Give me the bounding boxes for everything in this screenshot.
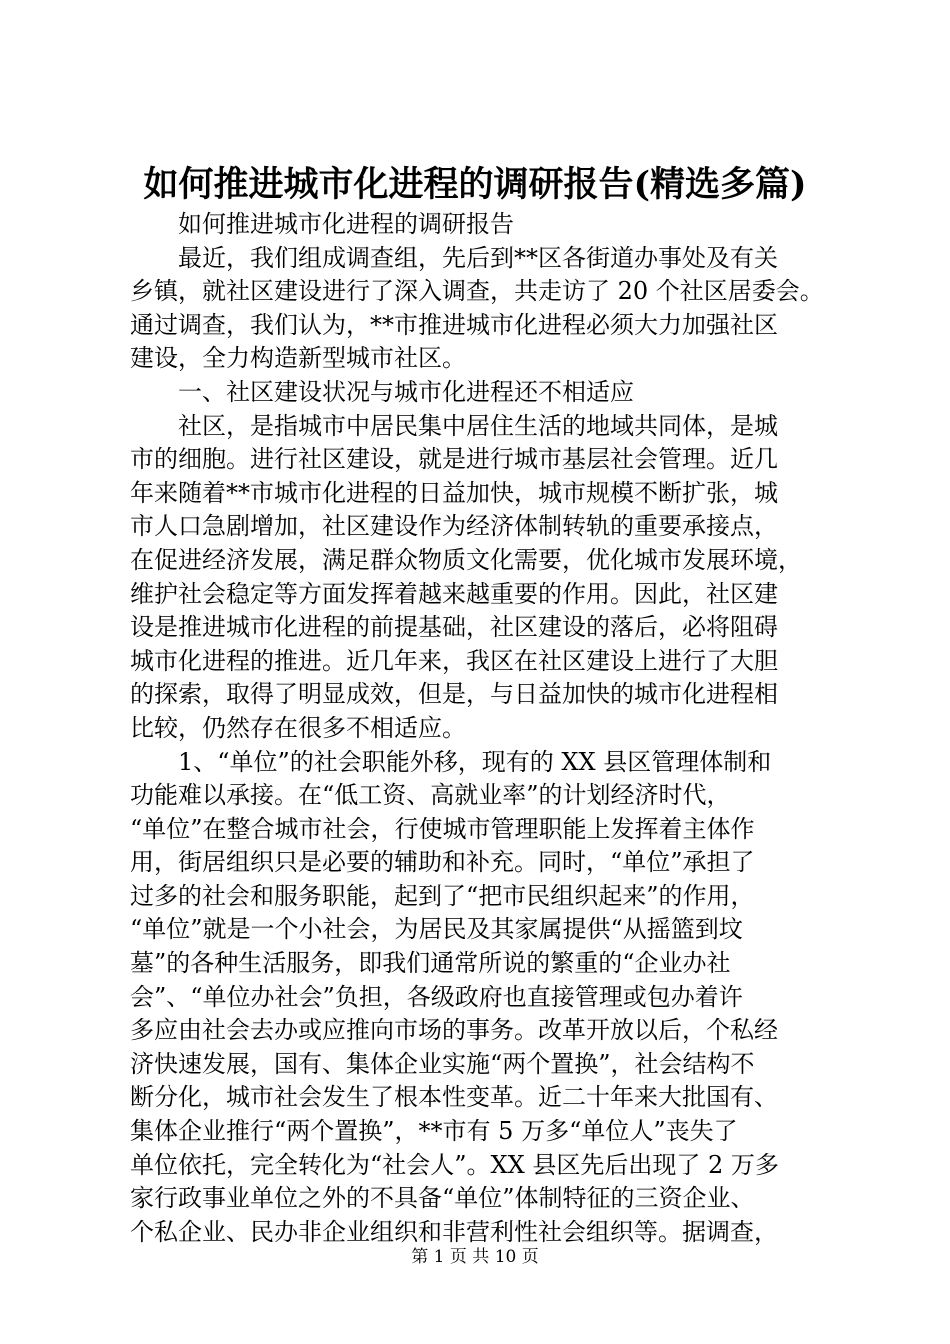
body-text-line: 建设，全力构造新型城市社区。	[130, 344, 466, 373]
body-text-line: 市的细胞。进行社区建设，就是进行城市基层社会管理。近几	[130, 445, 778, 474]
page-number-footer: 第 1 页 共 10 页	[411, 1247, 539, 1267]
document-body	[130, 208, 830, 1249]
body-text-line: 的探索，取得了明显成效，但是，与日益加快的城市化进程相	[130, 680, 778, 709]
body-text-line: 单位依托，完全转化为“社会人”。XX 县区先后出现了 2 万多	[130, 1150, 779, 1179]
body-text-line: 会”、“单位办社会”负担，各级政府也直接管理或包办着许	[130, 982, 743, 1011]
body-text-line: 用，街居组织只是必要的辅助和补充。同时，“单位”承担了	[130, 848, 755, 877]
body-text-line: 乡镇，就社区建设进行了深入调查，共走访了 20 个社区居委会。	[130, 277, 824, 306]
body-text-line: 在促进经济发展，满足群众物质文化需要，优化城市发展环境，	[130, 545, 802, 574]
body-text-line: 最近，我们组成调查组，先后到**区各街道办事处及有关	[178, 243, 778, 272]
body-text-line: 集体企业推行“两个置换”，**市有 5 万多“单位人”丧失了	[130, 1117, 738, 1146]
body-text-line: 济快速发展，国有、集体企业实施“两个置换”，社会结构不	[130, 1049, 755, 1078]
body-text-line: 家行政事业单位之外的不具备“单位”体制特征的三资企业、	[130, 1184, 755, 1213]
body-text-line: 年来随着**市城市化进程的日益加快，城市规模不断扩张，城	[130, 478, 778, 507]
body-text-line: 多应由社会去办或应推向市场的事务。改革开放以后，个私经	[130, 1016, 778, 1045]
body-text-line: 功能难以承接。在“低工资、高就业率”的计划经济时代，	[130, 781, 731, 810]
body-text-line: “单位”就是一个小社会，为居民及其家属提供“从摇篮到坟	[130, 915, 743, 944]
body-text-line: 如何推进城市化进程的调研报告	[178, 210, 514, 238]
body-text-line: 断分化，城市社会发生了根本性变革。近二十年来大批国有、	[130, 1083, 778, 1112]
body-text-line: 社区，是指城市中居民集中居住生活的地域共同体，是城	[178, 411, 778, 440]
body-text-line: 设是推进城市化进程的前提基础，社区建设的落后，必将阻碍	[130, 613, 778, 642]
body-text-line: 市人口急剧增加，社区建设作为经济体制转轨的重要承接点，	[130, 512, 778, 541]
body-text-line: 墓”的各种生活服务，即我们通常所说的繁重的“企业办社	[130, 949, 731, 978]
body-text-line: 个私企业、民办非企业组织和非营利性社会组织等。据调查，	[130, 1217, 778, 1246]
body-text-line: 过多的社会和服务职能，起到了“把市民组织起来”的作用，	[130, 881, 755, 910]
body-text-line: 1、“单位”的社会职能外移，现有的 XX 县区管理体制和	[178, 747, 772, 776]
document-title: 如何推进城市化进程的调研报告(精选多篇)	[143, 164, 807, 205]
body-text-line: 维护社会稳定等方面发挥着越来越重要的作用。因此，社区建	[130, 579, 778, 608]
body-text-line: “单位”在整合城市社会，行使城市管理职能上发挥着主体作	[130, 814, 755, 843]
body-text-line: 通过调查，我们认为，**市推进城市化进程必须大力加强社区	[130, 310, 778, 339]
body-text-line: 比较，仍然存在很多不相适应。	[130, 713, 466, 742]
body-text-line: 城市化进程的推进。近几年来，我区在社区建设上进行了大胆	[130, 646, 778, 675]
body-text-line: 一、社区建设状况与城市化进程还不相适应	[178, 377, 634, 406]
